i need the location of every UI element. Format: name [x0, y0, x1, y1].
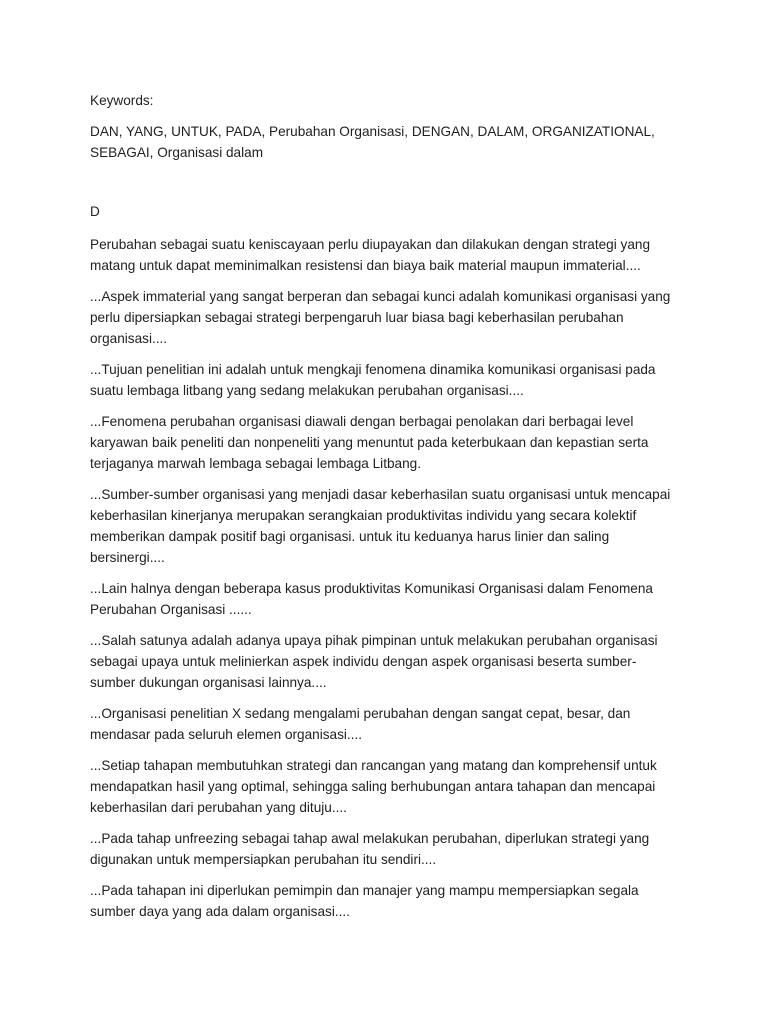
- paragraph: ...Tujuan penelitian ini adalah untuk mengkaji fenomena dinamika komunikasi organisasi pada suatu lembaga litbang yang sedang melakukan perubahan organisasi....: [90, 362, 656, 398]
- section-letter: D: [90, 204, 100, 219]
- paragraph: ...Sumber-sumber organisasi yang menjadi dasar keberhasilan suatu organisasi untuk mencapai keberhasilan kinerjanya merupakan serangkaian produktivitas individu yang secara kolektif memberikan dampak positif bagi organisasi. untuk itu keduanya harus linier dan saling bersinergi....: [90, 487, 671, 565]
- paragraph: ...Fenomena perubahan organisasi diawali dengan berbagai penolakan dari berbagai level karyawan baik peneliti dan nonpeneliti yang menuntut pada keterbukaan dan kepastian serta terjaganya marwah lembaga sebagai lembaga Litbang.: [90, 414, 649, 471]
- document-page: [90, 90, 680, 932]
- paragraph: ...Organisasi penelitian X sedang mengalami perubahan dengan sangat cepat, besar, dan mendasar pada seluruh elemen organisasi....: [90, 706, 631, 742]
- keywords-list: DAN, YANG, UNTUK, PADA, Perubahan Organisasi, DENGAN, DALAM, ORGANIZATIONAL, SEBAGAI, Organisasi dalam: [90, 124, 655, 160]
- paragraph: ...Pada tahapan ini diperlukan pemimpin dan manajer yang mampu mempersiapkan segala sumber daya yang ada dalam organisasi....: [90, 883, 639, 919]
- paragraph: ...Salah satunya adalah adanya upaya pihak pimpinan untuk melakukan perubahan organisasi sebagai upaya untuk melinierkan aspek individu dengan aspek organisasi beserta sumber-sumber dukungan organisasi lainnya....: [90, 633, 658, 690]
- paragraph: ...Pada tahap unfreezing sebagai tahap awal melakukan perubahan, diperlukan strategi yang digunakan untuk mempersiapkan perubahan itu sendiri....: [90, 831, 650, 867]
- paragraph: Perubahan sebagai suatu keniscayaan perlu diupayakan dan dilakukan dengan strategi yang matang untuk dapat meminimalkan resistensi dan biaya baik material maupun immaterial....: [90, 237, 651, 273]
- paragraph: ...Lain halnya dengan beberapa kasus produktivitas Komunikasi Organisasi dalam Fenomena Perubahan Organisasi ......: [90, 581, 653, 617]
- paragraph: ...Aspek immaterial yang sangat berperan dan sebagai kunci adalah komunikasi organisasi yang perlu dipersiapkan sebagai strategi berpengaruh luar biasa bagi keberhasilan perubahan organisasi....: [90, 289, 671, 346]
- keywords-label: Keywords:: [90, 93, 154, 108]
- paragraph: ...Setiap tahapan membutuhkan strategi dan rancangan yang matang dan komprehensif untuk mendapatkan hasil yang optimal, sehingga saling berhubungan antara tahapan dan mencapai keberhasilan dari perubahan yang dituju....: [90, 758, 657, 815]
